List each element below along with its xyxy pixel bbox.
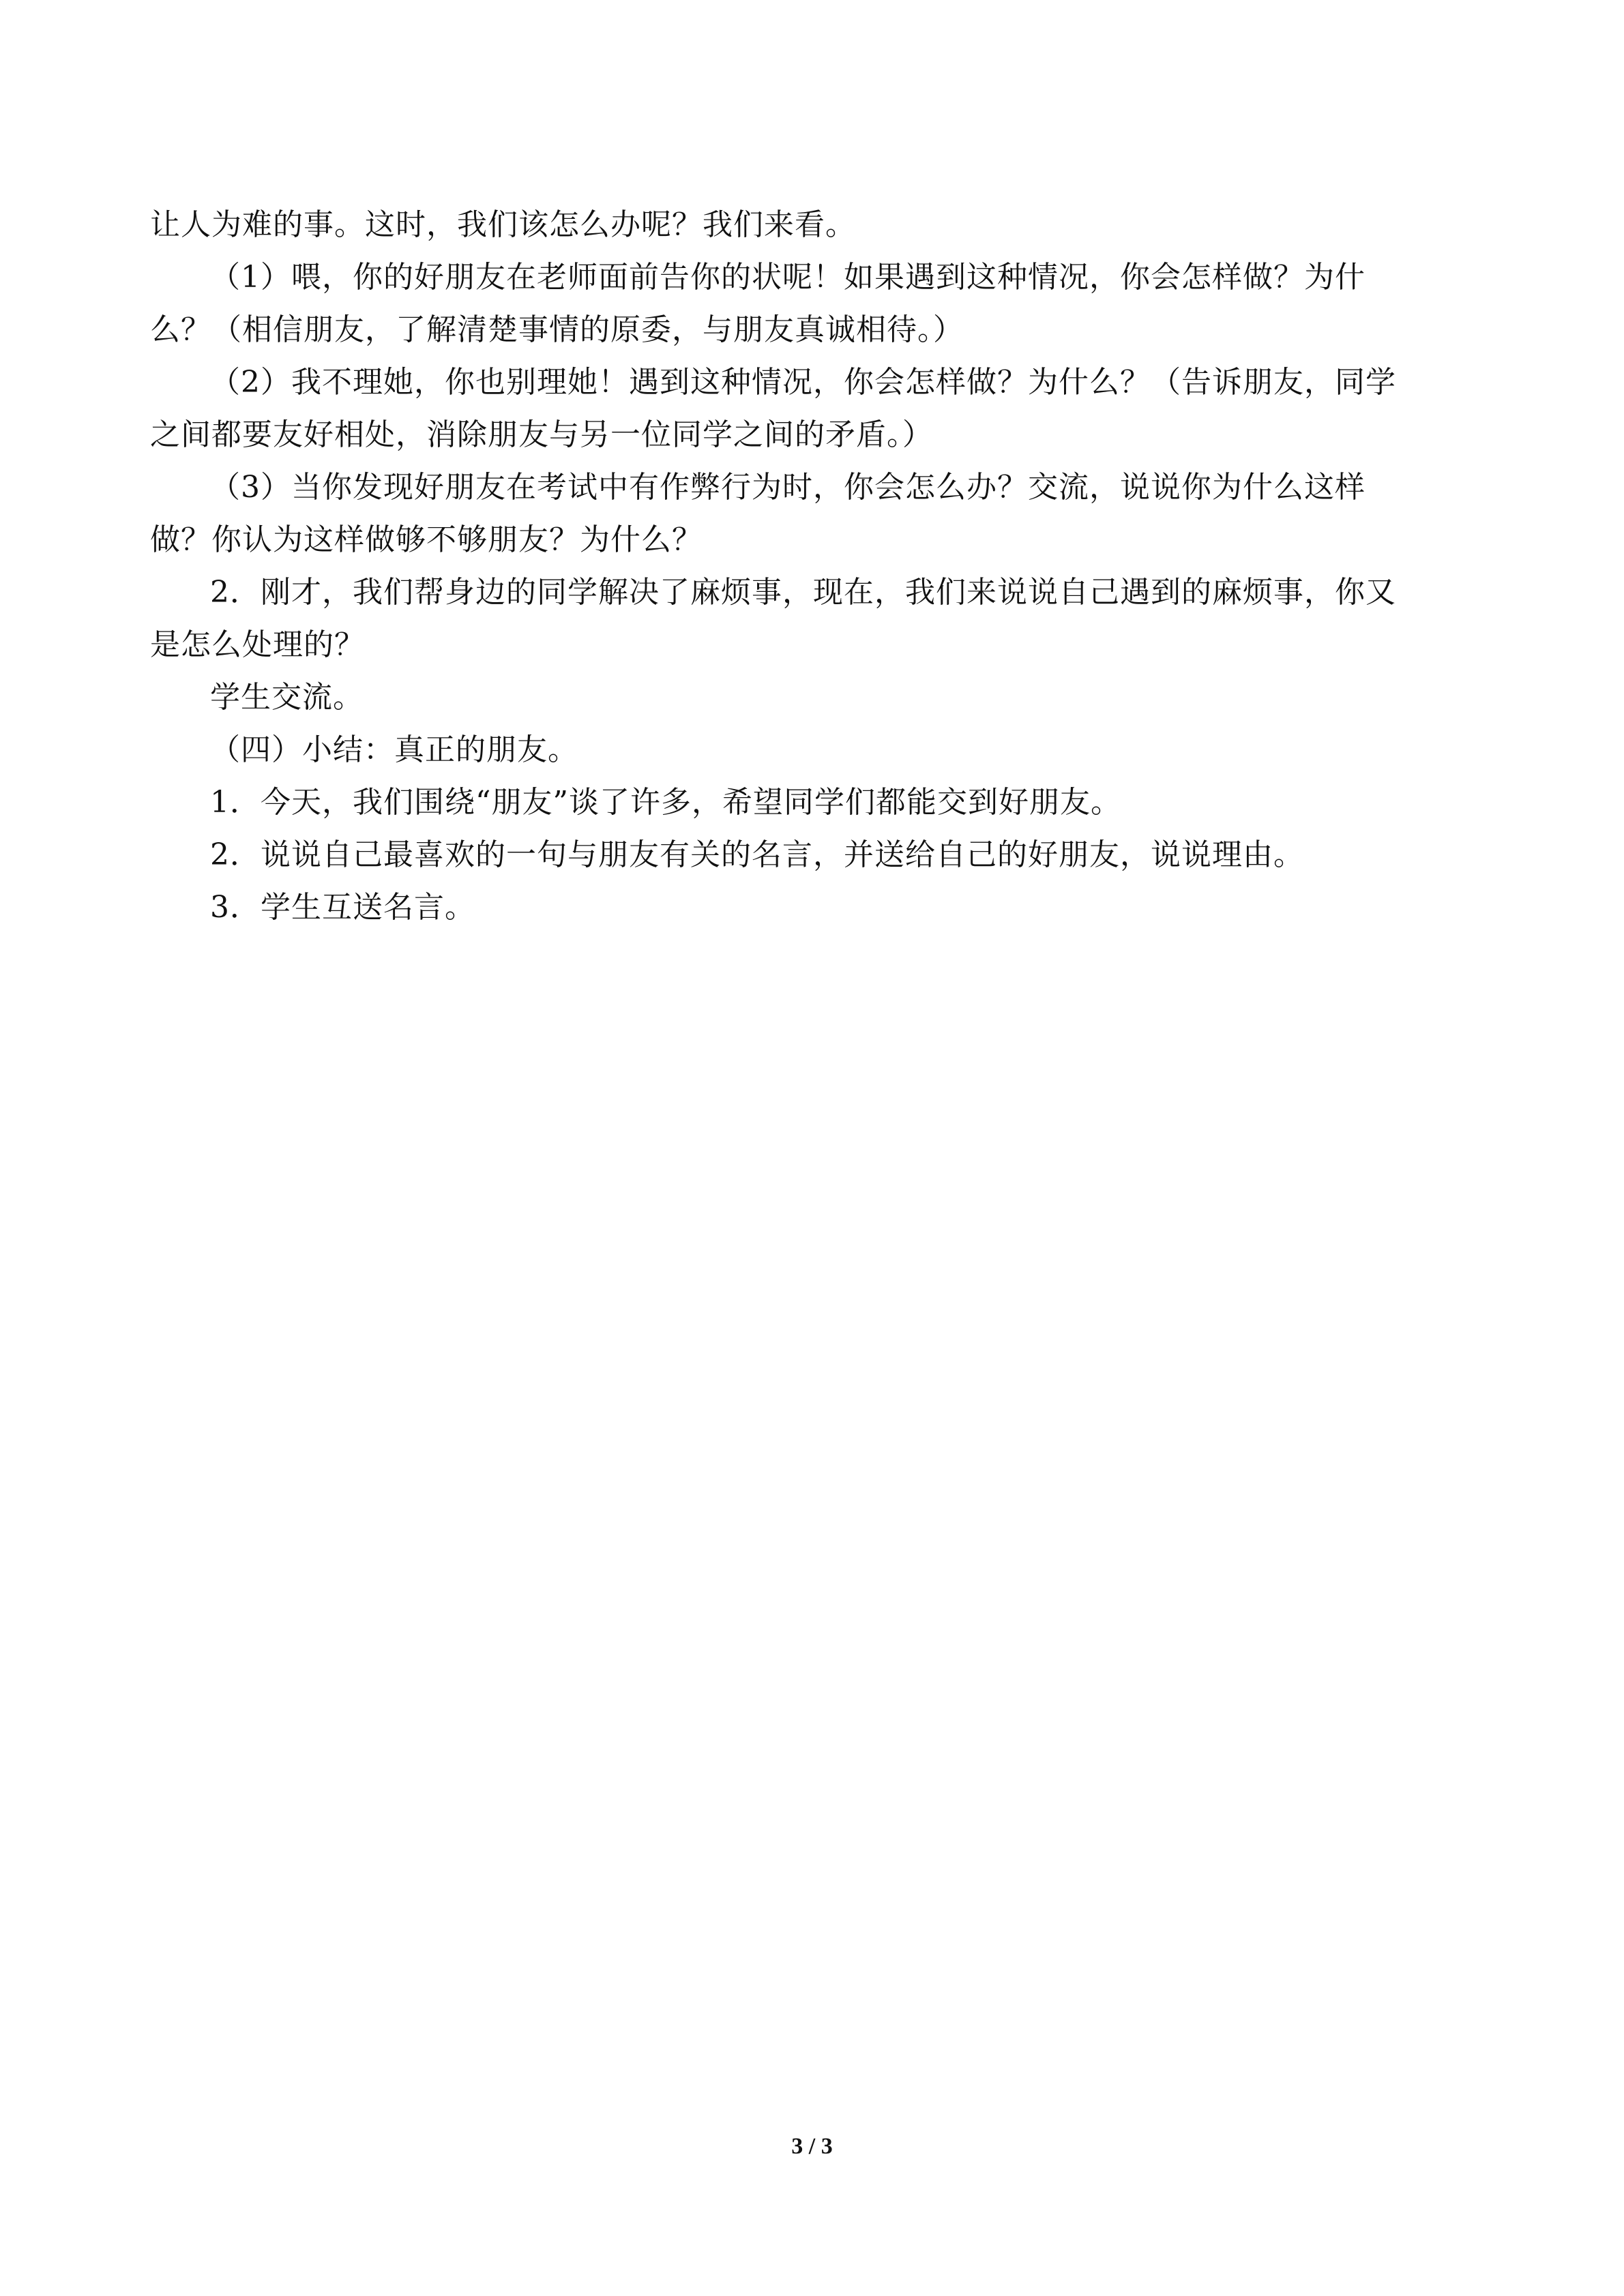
page-number: 3 / 3	[791, 2134, 833, 2159]
paragraph-line: 么？（相信朋友，了解清楚事情的原委，与朋友真诚相待。）	[150, 312, 964, 347]
paragraph-line: 做？你认为这样做够不够朋友？为什么？	[150, 522, 703, 557]
paragraph-line: （3）当你发现好朋友在考试中有作弊行为时，你会怎么办？交流，说说你为什么这样	[210, 470, 1365, 505]
paragraph-line: （1）喂，你的好朋友在老师面前告你的状呢！如果遇到这种情况，你会怎样做？为什	[210, 260, 1365, 295]
paragraph-line: 是怎么处理的？	[150, 627, 365, 662]
section-heading: （四）小结：真正的朋友。	[210, 732, 578, 767]
paragraph-line: （2）我不理她，你也别理她！遇到这种情况，你会怎样做？为什么？（告诉朋友，同学	[210, 365, 1396, 400]
paragraph-line: 让人为难的事。这时，我们该怎么办呢？我们来看。	[150, 207, 856, 242]
paragraph-line: 2．说说自己最喜欢的一句与朋友有关的名言，并送给自己的好朋友，说说理由。	[210, 837, 1304, 872]
paragraph-line: 学生交流。	[210, 680, 364, 715]
paragraph-line: 2．刚才，我们帮身边的同学解决了麻烦事，现在，我们来说说自己遇到的麻烦事，你又	[210, 575, 1396, 610]
paragraph-line: 3．学生互送名言。	[210, 890, 475, 925]
document-body	[150, 205, 1487, 940]
paragraph-line: 1．今天，我们围绕“朋友”谈了许多，希望同学们都能交到好朋友。	[210, 785, 1121, 820]
paragraph-line: 之间都要友好相处，消除朋友与另一位同学之间的矛盾。）	[150, 417, 933, 452]
